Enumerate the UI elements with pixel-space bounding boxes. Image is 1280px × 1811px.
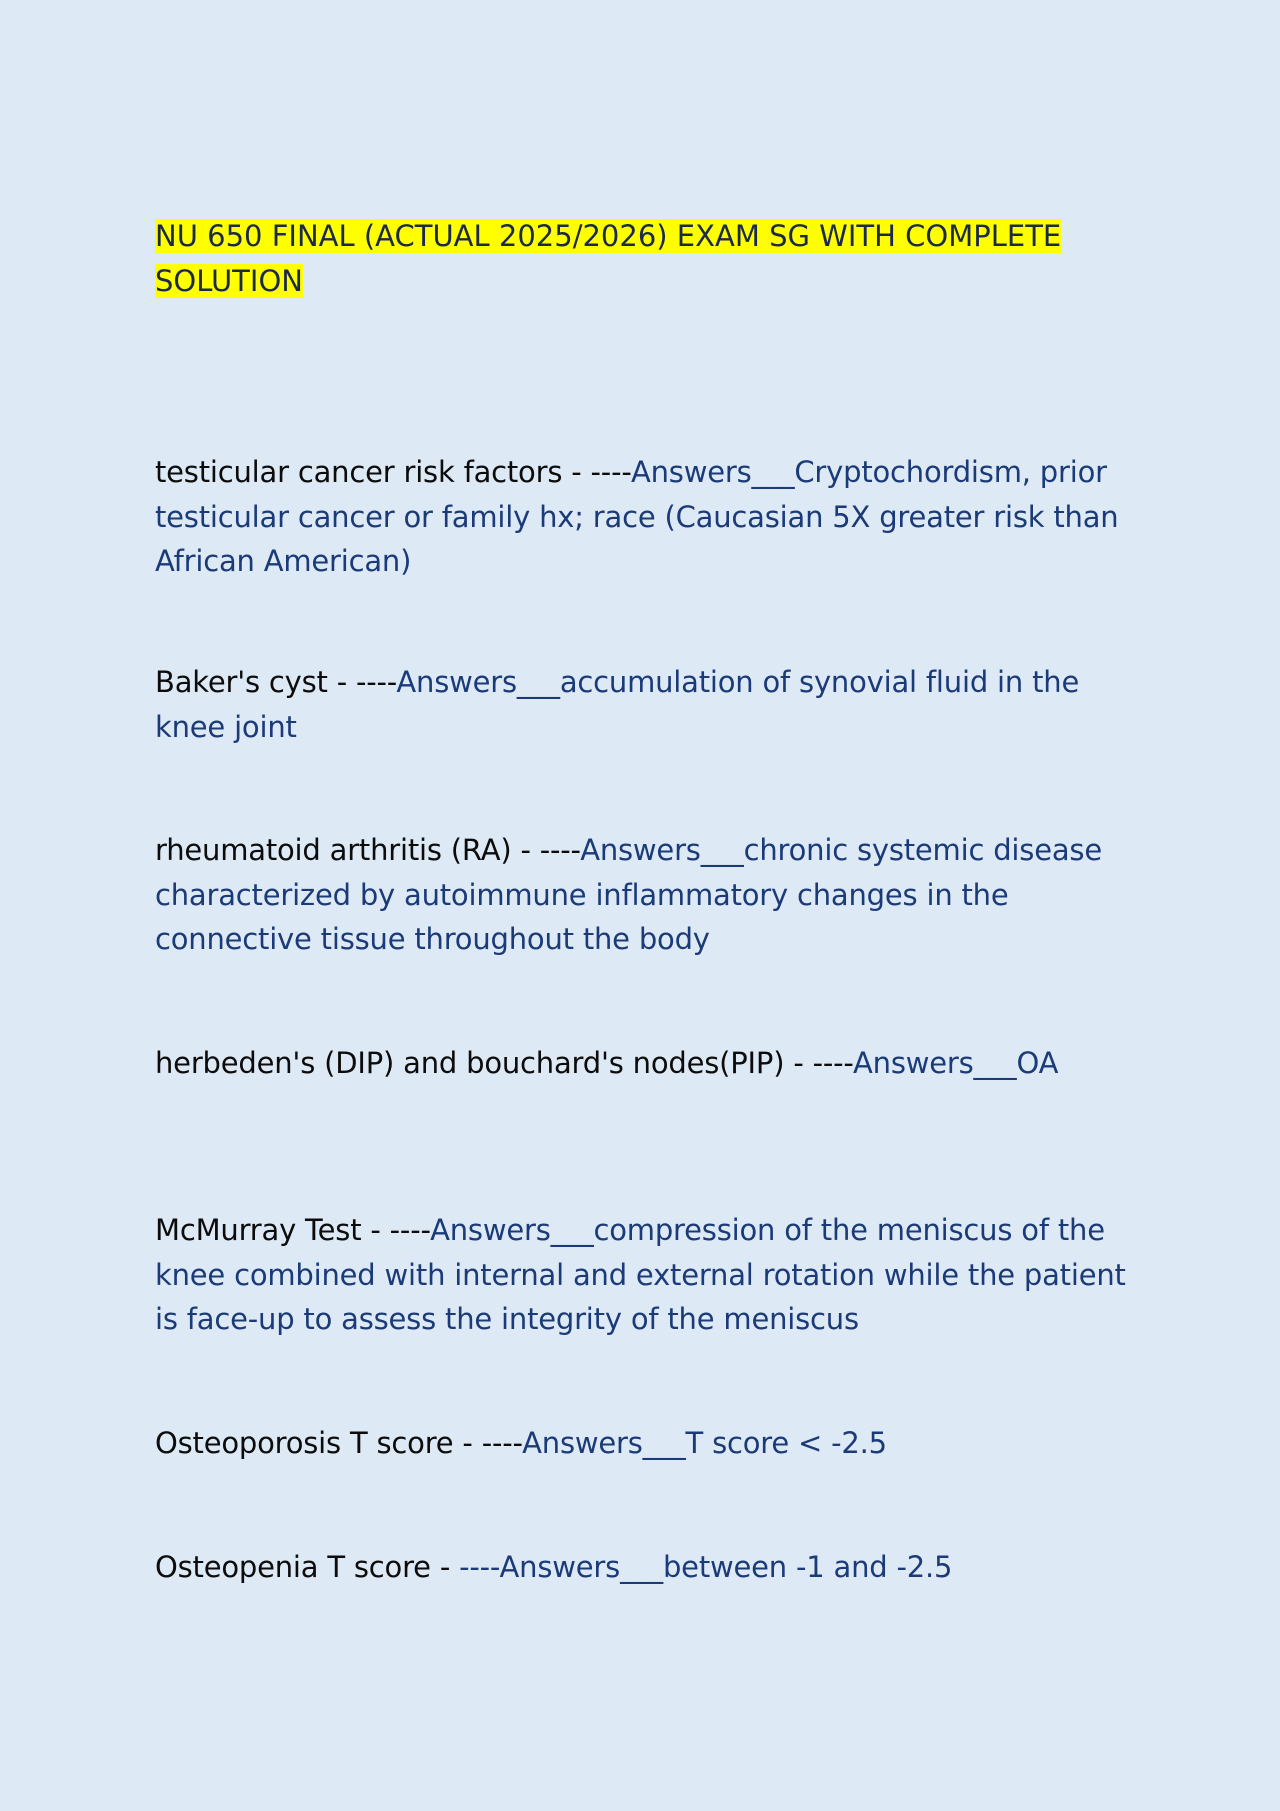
flashcard-entry xyxy=(155,660,1135,749)
answer-text: Answers___OA xyxy=(853,1046,1059,1080)
answer-text: Answers___compression of the meniscus of the knee combined with internal and external rotation while the patient is face-up to assess the integrity of the meniscus xyxy=(155,1213,1126,1336)
answer-text: ----Answers___between -1 and -2.5 xyxy=(459,1550,953,1584)
flashcard-entry xyxy=(155,828,1135,962)
flashcard-entry xyxy=(155,1421,1135,1466)
answer-text: Answers___T score < -2.5 xyxy=(522,1426,887,1460)
question-text: testicular cancer risk factors - ---- xyxy=(155,455,631,489)
flashcard-entry xyxy=(155,450,1135,584)
flashcard-entry xyxy=(155,1208,1135,1342)
flashcard-entry xyxy=(155,1041,1135,1086)
question-text: Baker's cyst - ---- xyxy=(155,665,397,699)
question-text: rheumatoid arthritis (RA) - ---- xyxy=(155,833,581,867)
document-title xyxy=(155,214,1135,303)
question-text: herbeden's (DIP) and bouchard's nodes(PIP) - ---- xyxy=(155,1046,854,1080)
flashcard-entry xyxy=(155,1545,1135,1590)
title-highlight: NU 650 FINAL (ACTUAL 2025/2026) EXAM SG WITH COMPLETE SOLUTION xyxy=(155,219,1062,298)
answer-text: Answers___accumulation of synovial fluid in the knee joint xyxy=(155,665,1080,744)
question-text: Osteoporosis T score - ---- xyxy=(155,1426,523,1460)
answer-text: Answers___chronic systemic disease characterized by autoimmune inflammatory changes in the connective tissue throughout the body xyxy=(155,833,1102,956)
question-text: Osteopenia T score - xyxy=(155,1550,460,1584)
answer-text: Answers___Cryptochordism, prior testicular cancer or family hx; race (Caucasian 5X greater risk than African American) xyxy=(155,455,1119,578)
question-text: McMurray Test - ---- xyxy=(155,1213,431,1247)
